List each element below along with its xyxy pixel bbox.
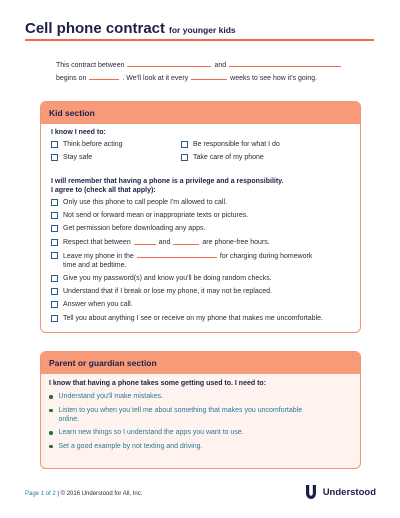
name-blank-2[interactable] xyxy=(229,60,341,67)
time-blank-start[interactable] xyxy=(134,238,156,245)
title-subtitle: for younger kids xyxy=(169,25,236,35)
intro-line-2 xyxy=(56,73,317,82)
bullet-item xyxy=(49,428,304,437)
need-label: Take care of my phone xyxy=(193,154,264,161)
checkbox[interactable] xyxy=(51,301,58,308)
agreement-label: time and at bedtime. xyxy=(63,261,127,269)
agreement-label: Tell you about anything I see or receive on my phone that makes me uncomfortable. xyxy=(63,314,323,322)
page-indicator: Page 1 of 2 xyxy=(25,491,56,497)
parent-bullet-list xyxy=(49,392,304,451)
agreement-label: Leave my phone in the xyxy=(63,252,134,260)
understood-logo-icon xyxy=(304,484,318,500)
need-item[interactable] xyxy=(51,153,181,162)
need-label: Be responsible for what I do xyxy=(193,141,280,148)
page-footer xyxy=(25,491,142,497)
agreement-label: Only use this phone to call people I'm allowed to call. xyxy=(63,199,227,206)
agreement-label: Answer when you call. xyxy=(63,301,133,309)
kid-section xyxy=(40,101,361,333)
intro-line-1 xyxy=(56,60,344,69)
weeks-blank[interactable] xyxy=(191,73,227,80)
intro-text: weeks to see how it's going. xyxy=(230,75,318,82)
need-lead: I know I need to: xyxy=(51,129,106,136)
intro-text: begins on xyxy=(56,75,87,82)
intro-text: . We'll look at it every xyxy=(122,75,189,82)
need-item[interactable] xyxy=(181,153,331,162)
agreement-item[interactable] xyxy=(51,287,323,296)
agreement-item-leave[interactable] xyxy=(51,251,323,270)
date-blank[interactable] xyxy=(89,73,119,80)
parent-lead: I know that having a phone takes some getting used to. I need to: xyxy=(49,380,267,387)
bullet-dot-icon xyxy=(49,445,53,449)
agreement-item[interactable] xyxy=(51,224,323,233)
bullet-dot-icon xyxy=(49,395,53,399)
checkbox[interactable] xyxy=(51,141,58,148)
agreements-checklist xyxy=(51,198,323,323)
agreement-label: Understand that if I break or lose my phone, it may not be replaced. xyxy=(63,288,272,296)
need-label: Think before acting xyxy=(63,141,123,148)
bullet-text: Set a good example by not texting and driving. xyxy=(58,442,203,450)
bullet-item xyxy=(49,442,304,451)
agree-lead-2: I agree to (check all that apply): xyxy=(51,187,156,194)
bullet-dot-icon xyxy=(49,431,53,435)
agreement-item[interactable] xyxy=(51,211,323,220)
agree-lead-1: I will remember that having a phone is a privilege and a responsibility. xyxy=(51,178,284,185)
need-item[interactable] xyxy=(51,140,181,149)
bullet-dot-icon xyxy=(49,409,53,413)
name-blank-1[interactable] xyxy=(127,60,211,67)
agreement-label: Give you my password(s) and know you'll be doing random checks. xyxy=(63,274,272,282)
agreement-item-respect[interactable] xyxy=(51,238,323,247)
checkbox[interactable] xyxy=(51,154,58,161)
checkbox[interactable] xyxy=(181,141,188,148)
parent-section-heading: Parent or guardian section xyxy=(41,352,360,374)
bullet-item xyxy=(49,406,304,424)
kid-section-heading: Kid section xyxy=(41,102,360,124)
title-main: Cell phone contract xyxy=(25,20,166,37)
title-divider xyxy=(25,39,374,41)
agreement-item[interactable] xyxy=(51,274,323,283)
agreement-item[interactable] xyxy=(51,300,323,309)
understood-logo xyxy=(304,484,376,500)
agreement-item[interactable] xyxy=(51,198,323,207)
checkbox[interactable] xyxy=(51,199,58,206)
bullet-text: Learn new things so I understand the apps you want to use. xyxy=(58,429,244,436)
agreement-label: and xyxy=(158,238,171,246)
checkbox[interactable] xyxy=(51,225,58,232)
agreement-label: Respect that between xyxy=(63,238,131,246)
copyright: | © 2016 Understood for All, Inc. xyxy=(57,491,143,497)
checkbox[interactable] xyxy=(51,275,58,282)
agreement-item[interactable] xyxy=(51,314,323,323)
parent-section xyxy=(40,351,361,469)
page-title xyxy=(25,20,236,37)
bullet-item xyxy=(49,392,304,401)
leave-text xyxy=(63,251,312,270)
checkbox[interactable] xyxy=(51,315,58,322)
needs-checklist xyxy=(51,140,331,162)
agreement-label: Get permission before downloading any apps. xyxy=(63,225,206,233)
bullet-text: Understand you'll make mistakes. xyxy=(58,393,163,400)
location-blank[interactable] xyxy=(137,251,217,258)
checkbox[interactable] xyxy=(51,252,58,259)
checkbox[interactable] xyxy=(51,288,58,295)
checkbox[interactable] xyxy=(51,239,58,246)
agreement-label: Not send or forward mean or inappropriate texts or pictures. xyxy=(63,212,249,220)
need-item[interactable] xyxy=(181,140,331,149)
checkbox[interactable] xyxy=(181,154,188,161)
agreement-label: for charging during homework xyxy=(219,252,313,260)
checkbox[interactable] xyxy=(51,212,58,219)
brand-name: Understood xyxy=(322,486,376,498)
agreement-label: are phone-free hours. xyxy=(202,238,270,246)
intro-text: This contract between xyxy=(56,62,125,69)
time-blank-end[interactable] xyxy=(173,238,199,245)
need-label: Stay safe xyxy=(63,154,93,161)
bullet-text: Listen to you when you tell me about something that makes you uncomfortable online. xyxy=(58,406,303,423)
intro-text: and xyxy=(214,62,227,69)
